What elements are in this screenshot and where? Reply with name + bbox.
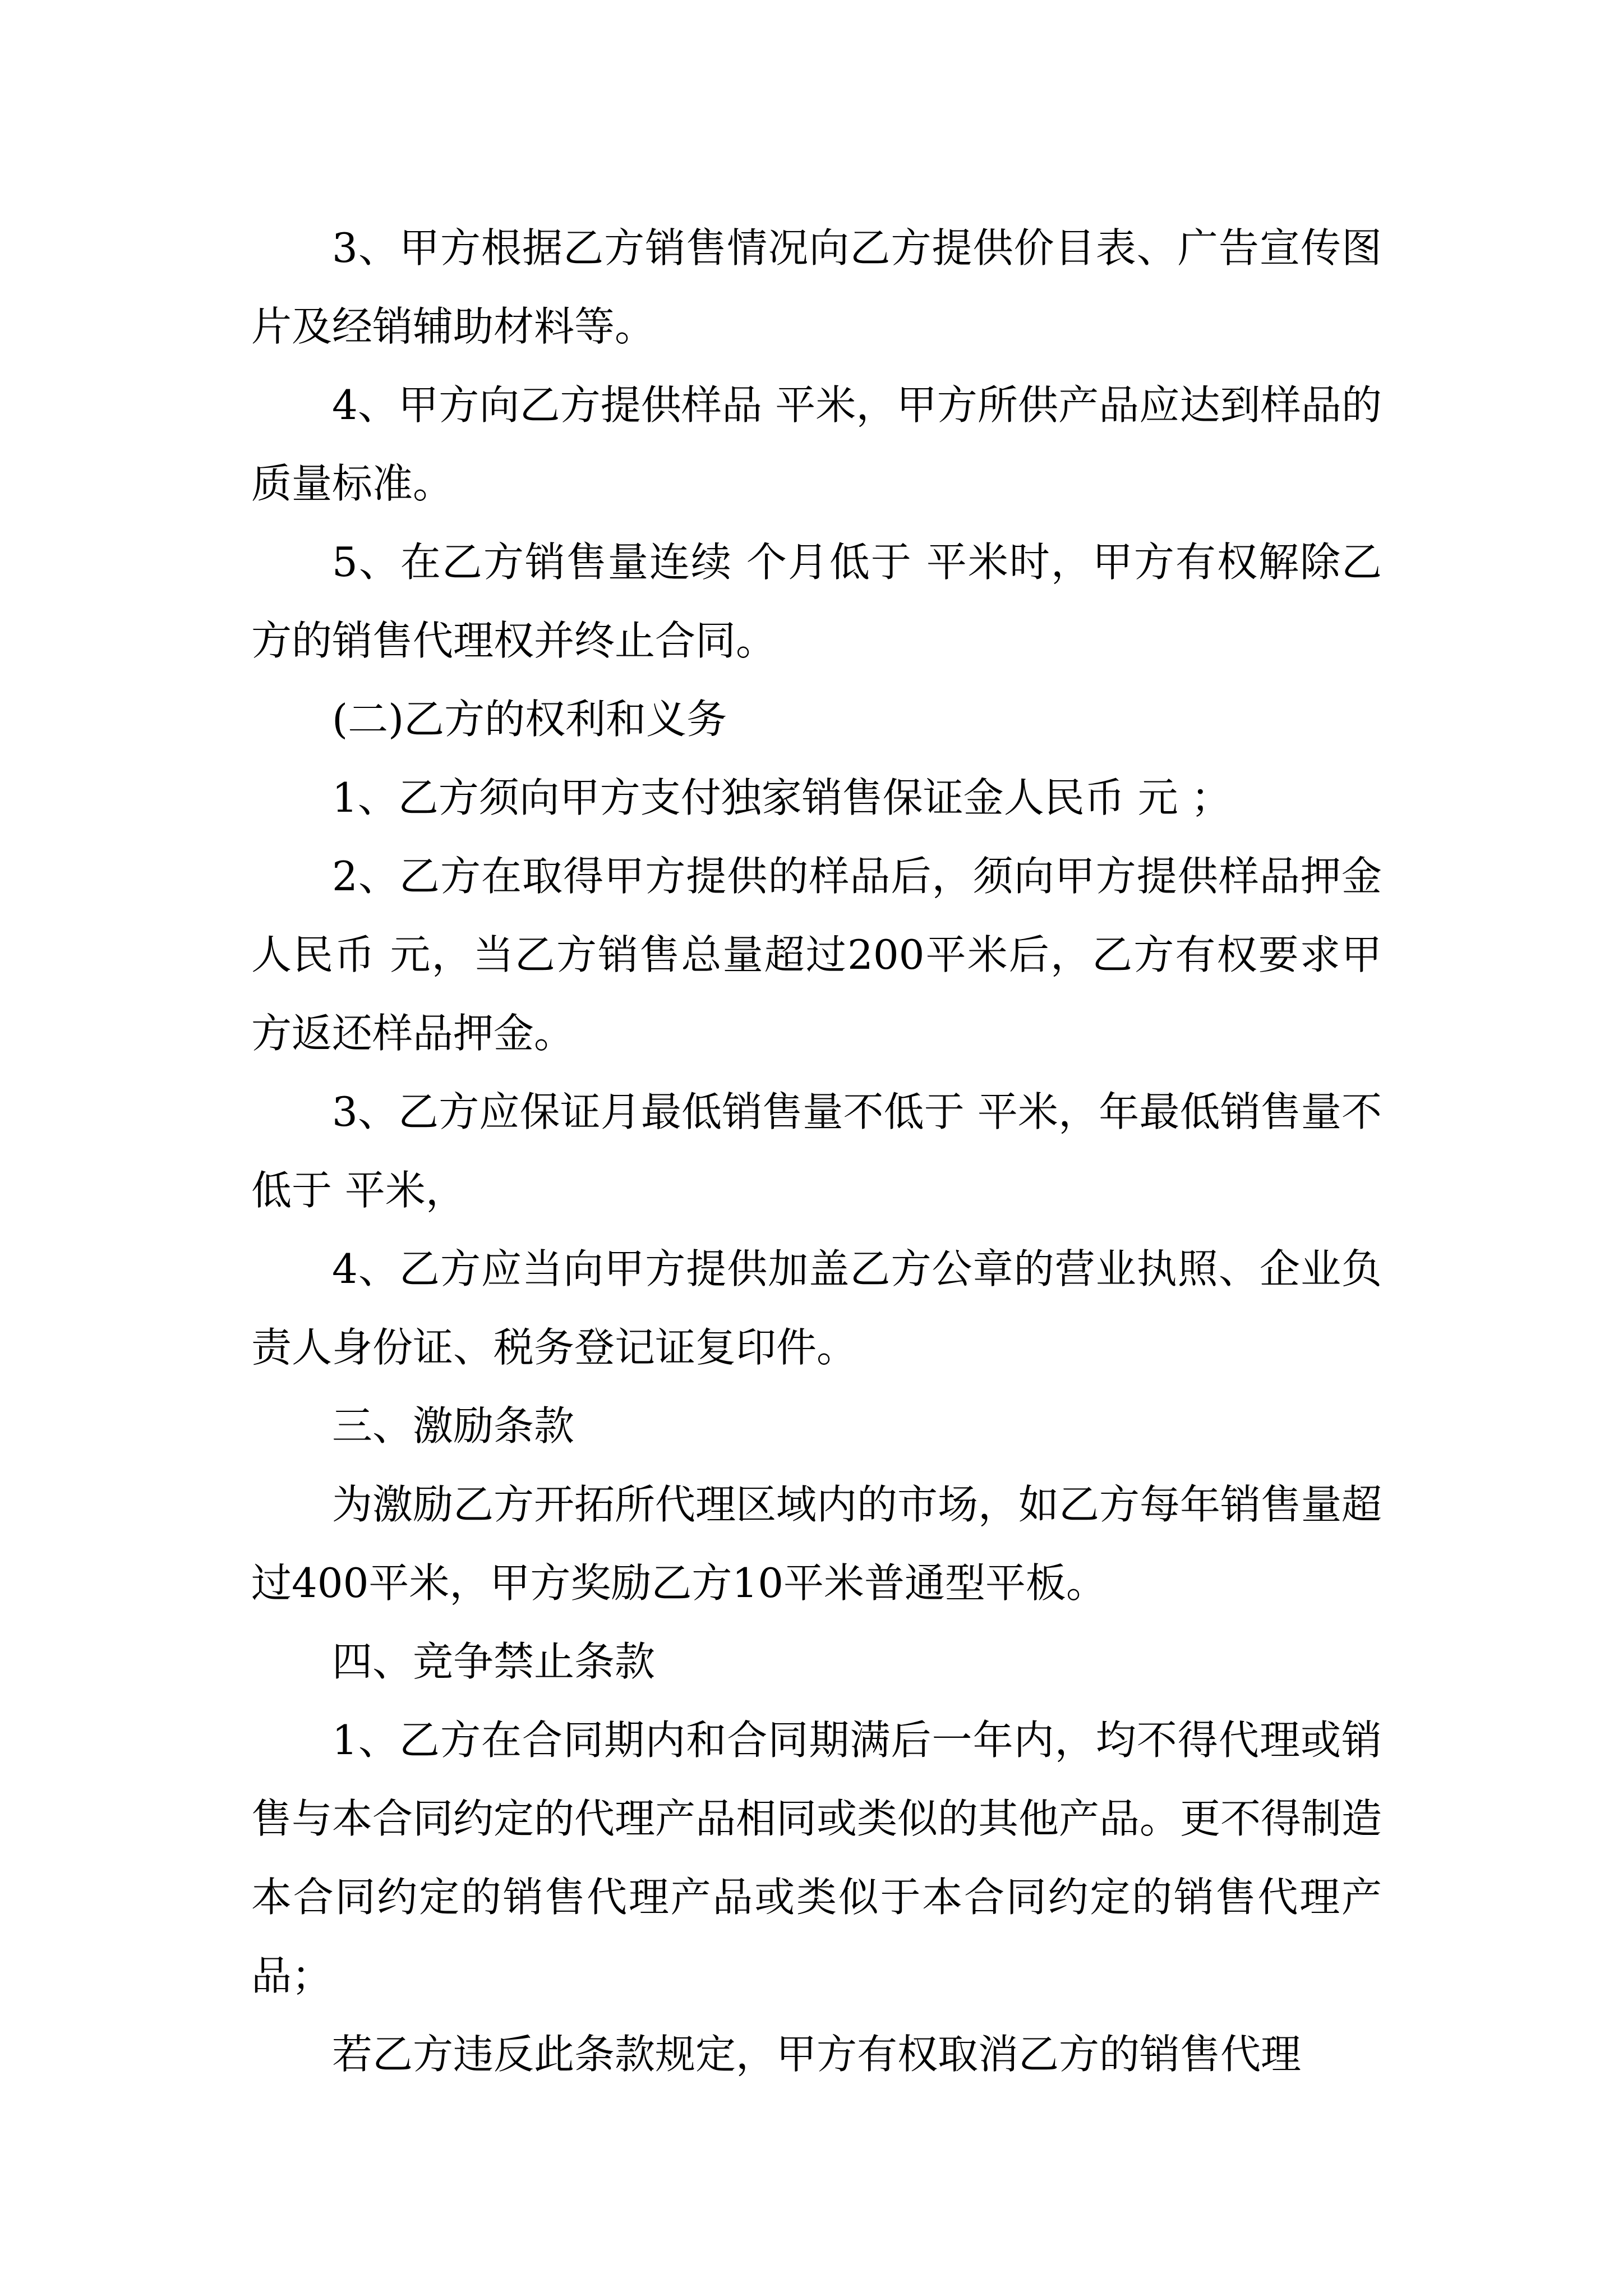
paragraph-clause-4-samples: 4、甲方向乙方提供样品 平米，甲方所供产品应达到样品的质量标准。: [251, 381, 1382, 507]
paragraph-party-b-clause-4-documents: 4、乙方应当向甲方提供加盖乙方公章的营业执照、企业负责人身份证、税务登记证复印件。: [251, 1245, 1382, 1371]
paragraph-non-compete-violation: 若乙方违反此条款规定，甲方有权取消乙方的销售代理: [332, 2031, 1302, 2078]
paragraph-clause-5-termination: 5、在乙方销售量连续 个月低于 平米时，甲方有权解除乙方的销售代理权并终止合同。: [251, 539, 1382, 664]
section-heading-non-compete: 四、竞争禁止条款: [332, 1638, 656, 1685]
paragraph-clause-3-price-list: 3、甲方根据乙方销售情况向乙方提供价目表、广告宣传图片及经销辅助材料等。: [251, 224, 1382, 350]
paragraph-party-b-clause-2-sample-deposit: 2、乙方在取得甲方提供的样品后，须向甲方提供样品押金人民币 元，当乙方销售总量超过200平米后，乙方有权要求甲方返还样品押金。: [251, 853, 1382, 1057]
paragraph-party-b-clause-3-min-sales: 3、乙方应保证月最低销售量不低于 平米，年最低销售量不低于 平米，: [251, 1088, 1382, 1214]
section-heading-party-b-rights: (二)乙方的权利和义务: [332, 696, 727, 743]
paragraph-party-b-clause-1-deposit: 1、乙方须向甲方支付独家销售保证金人民币 元 ；: [332, 774, 1232, 821]
section-heading-incentives: 三、激励条款: [332, 1402, 575, 1450]
paragraph-incentive-terms: 为激励乙方开拓所代理区域内的市场，如乙方每年销售量超过400平米，甲方奖励乙方10平米普通型平板。: [251, 1481, 1382, 1607]
paragraph-non-compete-clause-1: 1、乙方在合同期内和合同期满后一年内，均不得代理或销售与本合同约定的代理产品相同或类似的其他产品。更不得制造本合同约定的销售代理产品或类似于本合同约定的销售代理产品；: [251, 1717, 1382, 1999]
document-body: [251, 209, 1382, 2093]
